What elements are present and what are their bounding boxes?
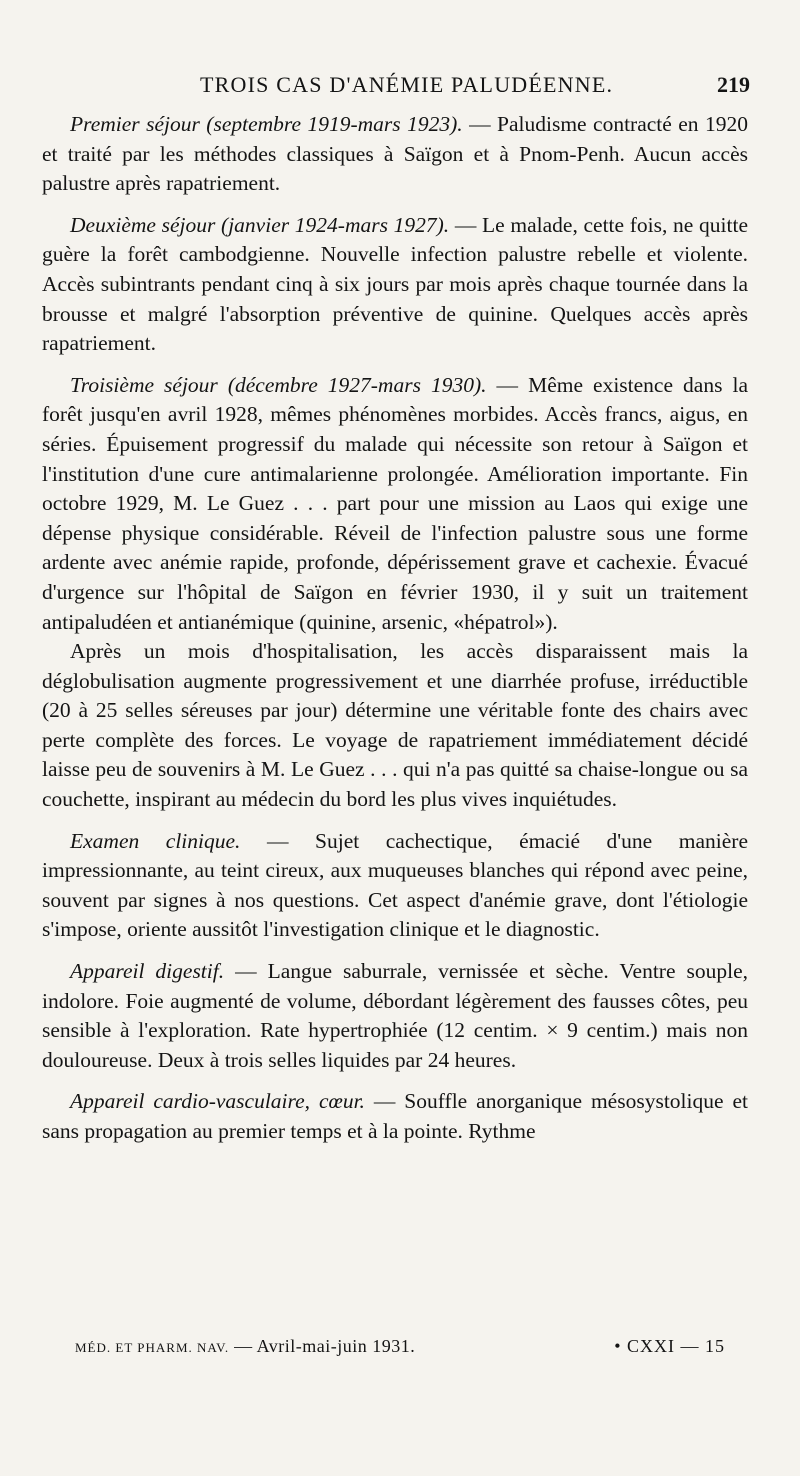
body-text (42, 110, 748, 1147)
paragraph-text: — Sujet cachectique, émacié d'une manière impressionnante, au teint cireux, aux muqueuses blanches qui répond avec peine, souvent par signes à nos questions. Cet aspect d'anémie grave, dont l'étiologie s'impose, oriente aussitôt l'investigation clinique et le diagnostic. (42, 828, 748, 942)
paragraph-text: — Même existence dans la forêt jusqu'en avril 1928, mêmes phénomènes morbides. Accès francs, aigus, en séries. Épuisement progressif du malade qui nécessite son retour à Saïgon et l'institution d'une cure antimalarienne prolongée. Amélioration importante. Fin octobre 1929, M. Le Guez . . . part pour une mission au Laos qui exige une dépense physique considérable. Réveil de l'infection palustre sous une forme ardente avec anémie rapide, profonde, dépérissement grave et cachexie. Évacué d'urgence sur l'hôpital de Saïgon en février 1930, il y suit un traitement antipaludéen et antianémique (quinine, arsenic, «hépatrol»). (42, 372, 748, 634)
footer-date: — Avril-mai-juin 1931. (234, 1336, 416, 1356)
paragraph-text: — Langue saburrale, vernissée et sèche. Ventre souple, indolore. Foie augmenté de volume, débordant légèrement des fausses côtes, peu sensible à l'exploration. Rate hypertrophiée (12 centim. × 9 centim.) mais non douloureuse. Deux à trois selles liquides par 24 heures. (42, 959, 748, 1072)
paragraph-text: — Souffle anorganique mésosystolique et sans propagation au premier temps et à la pointe. Rythme (42, 1089, 748, 1143)
footer-journal: MÉD. ET PHARM. NAV. (75, 1340, 230, 1355)
paragraph-appareil-digestif (42, 957, 748, 1075)
footer-citation (75, 1336, 415, 1357)
page-number: 219 (717, 72, 750, 97)
footer-signature: • CXXI — 15 (614, 1336, 725, 1356)
paragraph-deuxieme-sejour (42, 211, 748, 359)
paragraph-text: — Le malade, cette fois, ne quitte guère la forêt cambodgienne. Nouvelle infection palustre rebelle et violente. Accès subintrants pendant cinq à six jours par mois après chaque tournée dans la brousse et malgré l'absorption préventive de quinine. Quelques accès après rapatriement. (42, 212, 748, 356)
paragraph-heading: Troisième séjour (décembre 1927-mars 1930). (70, 372, 487, 397)
paragraph-heading: Appareil cardio-vasculaire, cœur. (70, 1089, 365, 1114)
paragraph-text: Après un mois d'hospitalisation, les accès disparaissent mais la déglobulisation augmente progressivement et une diarrhée profuse, irréductible (20 à 25 selles séreuses par jour) détermine une véritable fonte des chairs avec perte complète des forces. Le voyage de rapatriement immédiatement décidé laisse peu de souvenirs à M. Le Guez . . . qui n'a pas quitté sa chaise-longue ou sa couchette, inspirant au médecin du bord les plus vives inquiétudes. (42, 639, 748, 812)
paragraph-heading: Appareil digestif. (70, 959, 225, 984)
paragraph-examen-clinique (42, 827, 748, 945)
paragraph-text: — Paludisme contracté en 1920 et traité par les méthodes classiques à Saïgon et à Pnom-Penh. Aucun accès palustre après rapatriement. (42, 112, 748, 196)
paragraph-heading: Deuxième séjour (janvier 1924-mars 1927). (70, 212, 450, 237)
paragraph-appareil-cardio-vasculaire (42, 1087, 748, 1146)
paragraph-heading: Examen clinique. (70, 828, 241, 853)
running-title: TROIS CAS D'ANÉMIE PALUDÉENNE. (200, 72, 614, 97)
paragraph-hospitalisation (42, 637, 748, 815)
running-head (60, 72, 750, 102)
paragraph-troisieme-sejour (42, 371, 748, 637)
paragraph-heading: Premier séjour (septembre 1919-mars 1923). (70, 112, 463, 136)
page-footer (75, 1336, 725, 1366)
paragraph-premier-sejour (42, 110, 748, 199)
